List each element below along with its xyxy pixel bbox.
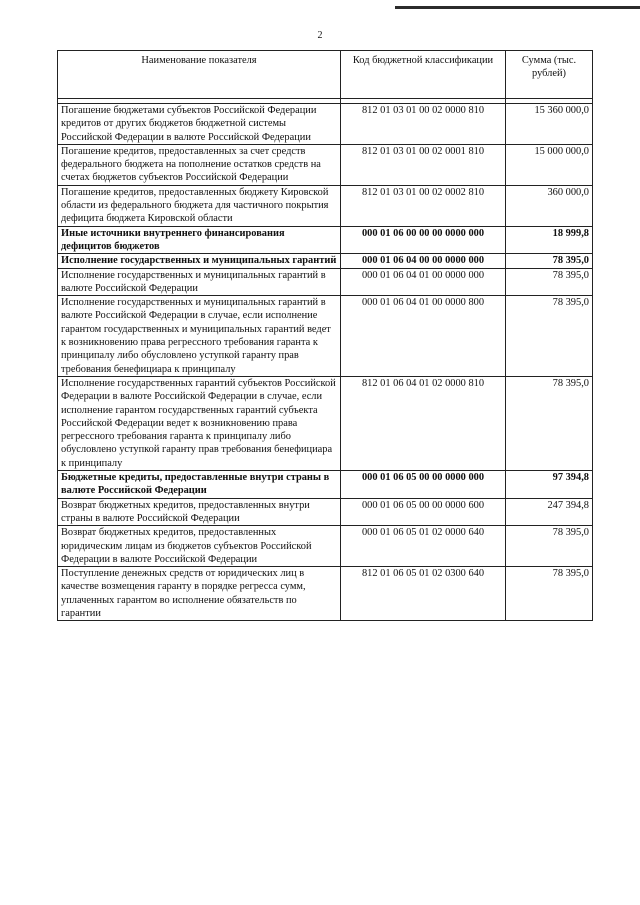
- sum-cell: 97 394,8: [506, 471, 593, 499]
- table-row: [58, 268, 593, 296]
- indicator-name-cell: Бюджетные кредиты, предоставленные внутри страны в валюте Российской Федерации: [58, 471, 341, 499]
- budget-sources-table: [57, 50, 593, 621]
- table-row: [58, 104, 593, 145]
- table-row: [58, 376, 593, 470]
- indicator-name-cell: Возврат бюджетных кредитов, предоставленных внутри страны в валюте Российской Федерации: [58, 498, 341, 526]
- sum-cell: 15 000 000,0: [506, 144, 593, 185]
- table-row: [58, 144, 593, 185]
- table-row: [58, 226, 593, 254]
- indicator-name-cell: Возврат бюджетных кредитов, предоставленных юридическим лицам из бюджетов субъектов Российской Федерации в валюте Российской Федерации: [58, 526, 341, 567]
- budget-code-cell: 000 01 06 05 00 00 0000 600: [341, 498, 506, 526]
- budget-code-cell: 000 01 06 04 01 00 0000 800: [341, 296, 506, 377]
- sum-cell: 247 394,8: [506, 498, 593, 526]
- table-row: [58, 254, 593, 268]
- table-row: [58, 471, 593, 499]
- sum-cell: 15 360 000,0: [506, 104, 593, 145]
- budget-code-cell: 812 01 03 01 00 02 0002 810: [341, 185, 506, 226]
- budget-code-cell: 000 01 06 05 00 00 0000 000: [341, 471, 506, 499]
- page-number: 2: [317, 30, 323, 41]
- budget-code-cell: 812 01 06 04 01 02 0000 810: [341, 376, 506, 470]
- table-row: [58, 567, 593, 621]
- indicator-name-cell: Исполнение государственных и муниципальных гарантий в валюте Российской Федерации: [58, 268, 341, 296]
- indicator-name-cell: Иные источники внутреннего финансирования дефицитов бюджетов: [58, 226, 341, 254]
- indicator-name-cell: Поступление денежных средств от юридических лиц в качестве возмещения гаранту в порядке регресса сумм, уплаченных гарантом во исполнение обязательств по гарантии: [58, 567, 341, 621]
- indicator-name-cell: Исполнение государственных и муниципальных гарантий в валюте Российской Федерации в случае, если исполнение гарантом государственных и муниципальных гарантий ведет к возникновению права регрессного требования гаранта к принципалу либо обусловлено уступкой гаранту прав требования бенефициара к принципалу: [58, 296, 341, 377]
- table-row: [58, 296, 593, 377]
- indicator-name-cell: Погашение кредитов, предоставленных бюджету Кировской области из федерального бюджета для частичного покрытия дефицита бюджета Кировской области: [58, 185, 341, 226]
- budget-code-cell: 000 01 06 04 00 00 0000 000: [341, 254, 506, 268]
- sum-cell: 78 395,0: [506, 254, 593, 268]
- budget-code-cell: 812 01 03 01 00 02 0000 810: [341, 104, 506, 145]
- table-row: [58, 185, 593, 226]
- sum-cell: 78 395,0: [506, 268, 593, 296]
- header-indicator-name: Наименование показателя: [58, 51, 341, 99]
- budget-code-cell: 812 01 03 01 00 02 0001 810: [341, 144, 506, 185]
- top-rule: [395, 6, 640, 9]
- header-sum: Сумма (тыс. рублей): [506, 51, 593, 99]
- budget-code-cell: 000 01 06 04 01 00 0000 000: [341, 268, 506, 296]
- sum-cell: 78 395,0: [506, 376, 593, 470]
- sum-cell: 18 999,8: [506, 226, 593, 254]
- indicator-name-cell: Исполнение государственных и муниципальных гарантий: [58, 254, 341, 268]
- indicator-name-cell: Исполнение государственных гарантий субъектов Российской Федерации в валюте Российской Федерации в случае, если исполнение гарантом государственных гарантий субъекта Российской Федерации ведет к возникновению права регрессного требования гаранта к принципалу либо обусловлено уступкой гаранту прав требования бенефициара к принципалу: [58, 376, 341, 470]
- table-row: [58, 526, 593, 567]
- table-row: [58, 498, 593, 526]
- sum-cell: 78 395,0: [506, 567, 593, 621]
- sum-cell: 78 395,0: [506, 296, 593, 377]
- table-header-row: [58, 51, 593, 99]
- budget-code-cell: 000 01 06 00 00 00 0000 000: [341, 226, 506, 254]
- header-budget-code: Код бюджетной классификации: [341, 51, 506, 99]
- budget-code-cell: 812 01 06 05 01 02 0300 640: [341, 567, 506, 621]
- indicator-name-cell: Погашение кредитов, предоставленных за счет средств федерального бюджета на пополнение остатков средств на счетах бюджетов субъектов Российской Федерации: [58, 144, 341, 185]
- budget-code-cell: 000 01 06 05 01 02 0000 640: [341, 526, 506, 567]
- indicator-name-cell: Погашение бюджетами субъектов Российской Федерации кредитов от других бюджетов бюджетной системы Российской Федерации в валюте Российской Федерации: [58, 104, 341, 145]
- sum-cell: 360 000,0: [506, 185, 593, 226]
- sum-cell: 78 395,0: [506, 526, 593, 567]
